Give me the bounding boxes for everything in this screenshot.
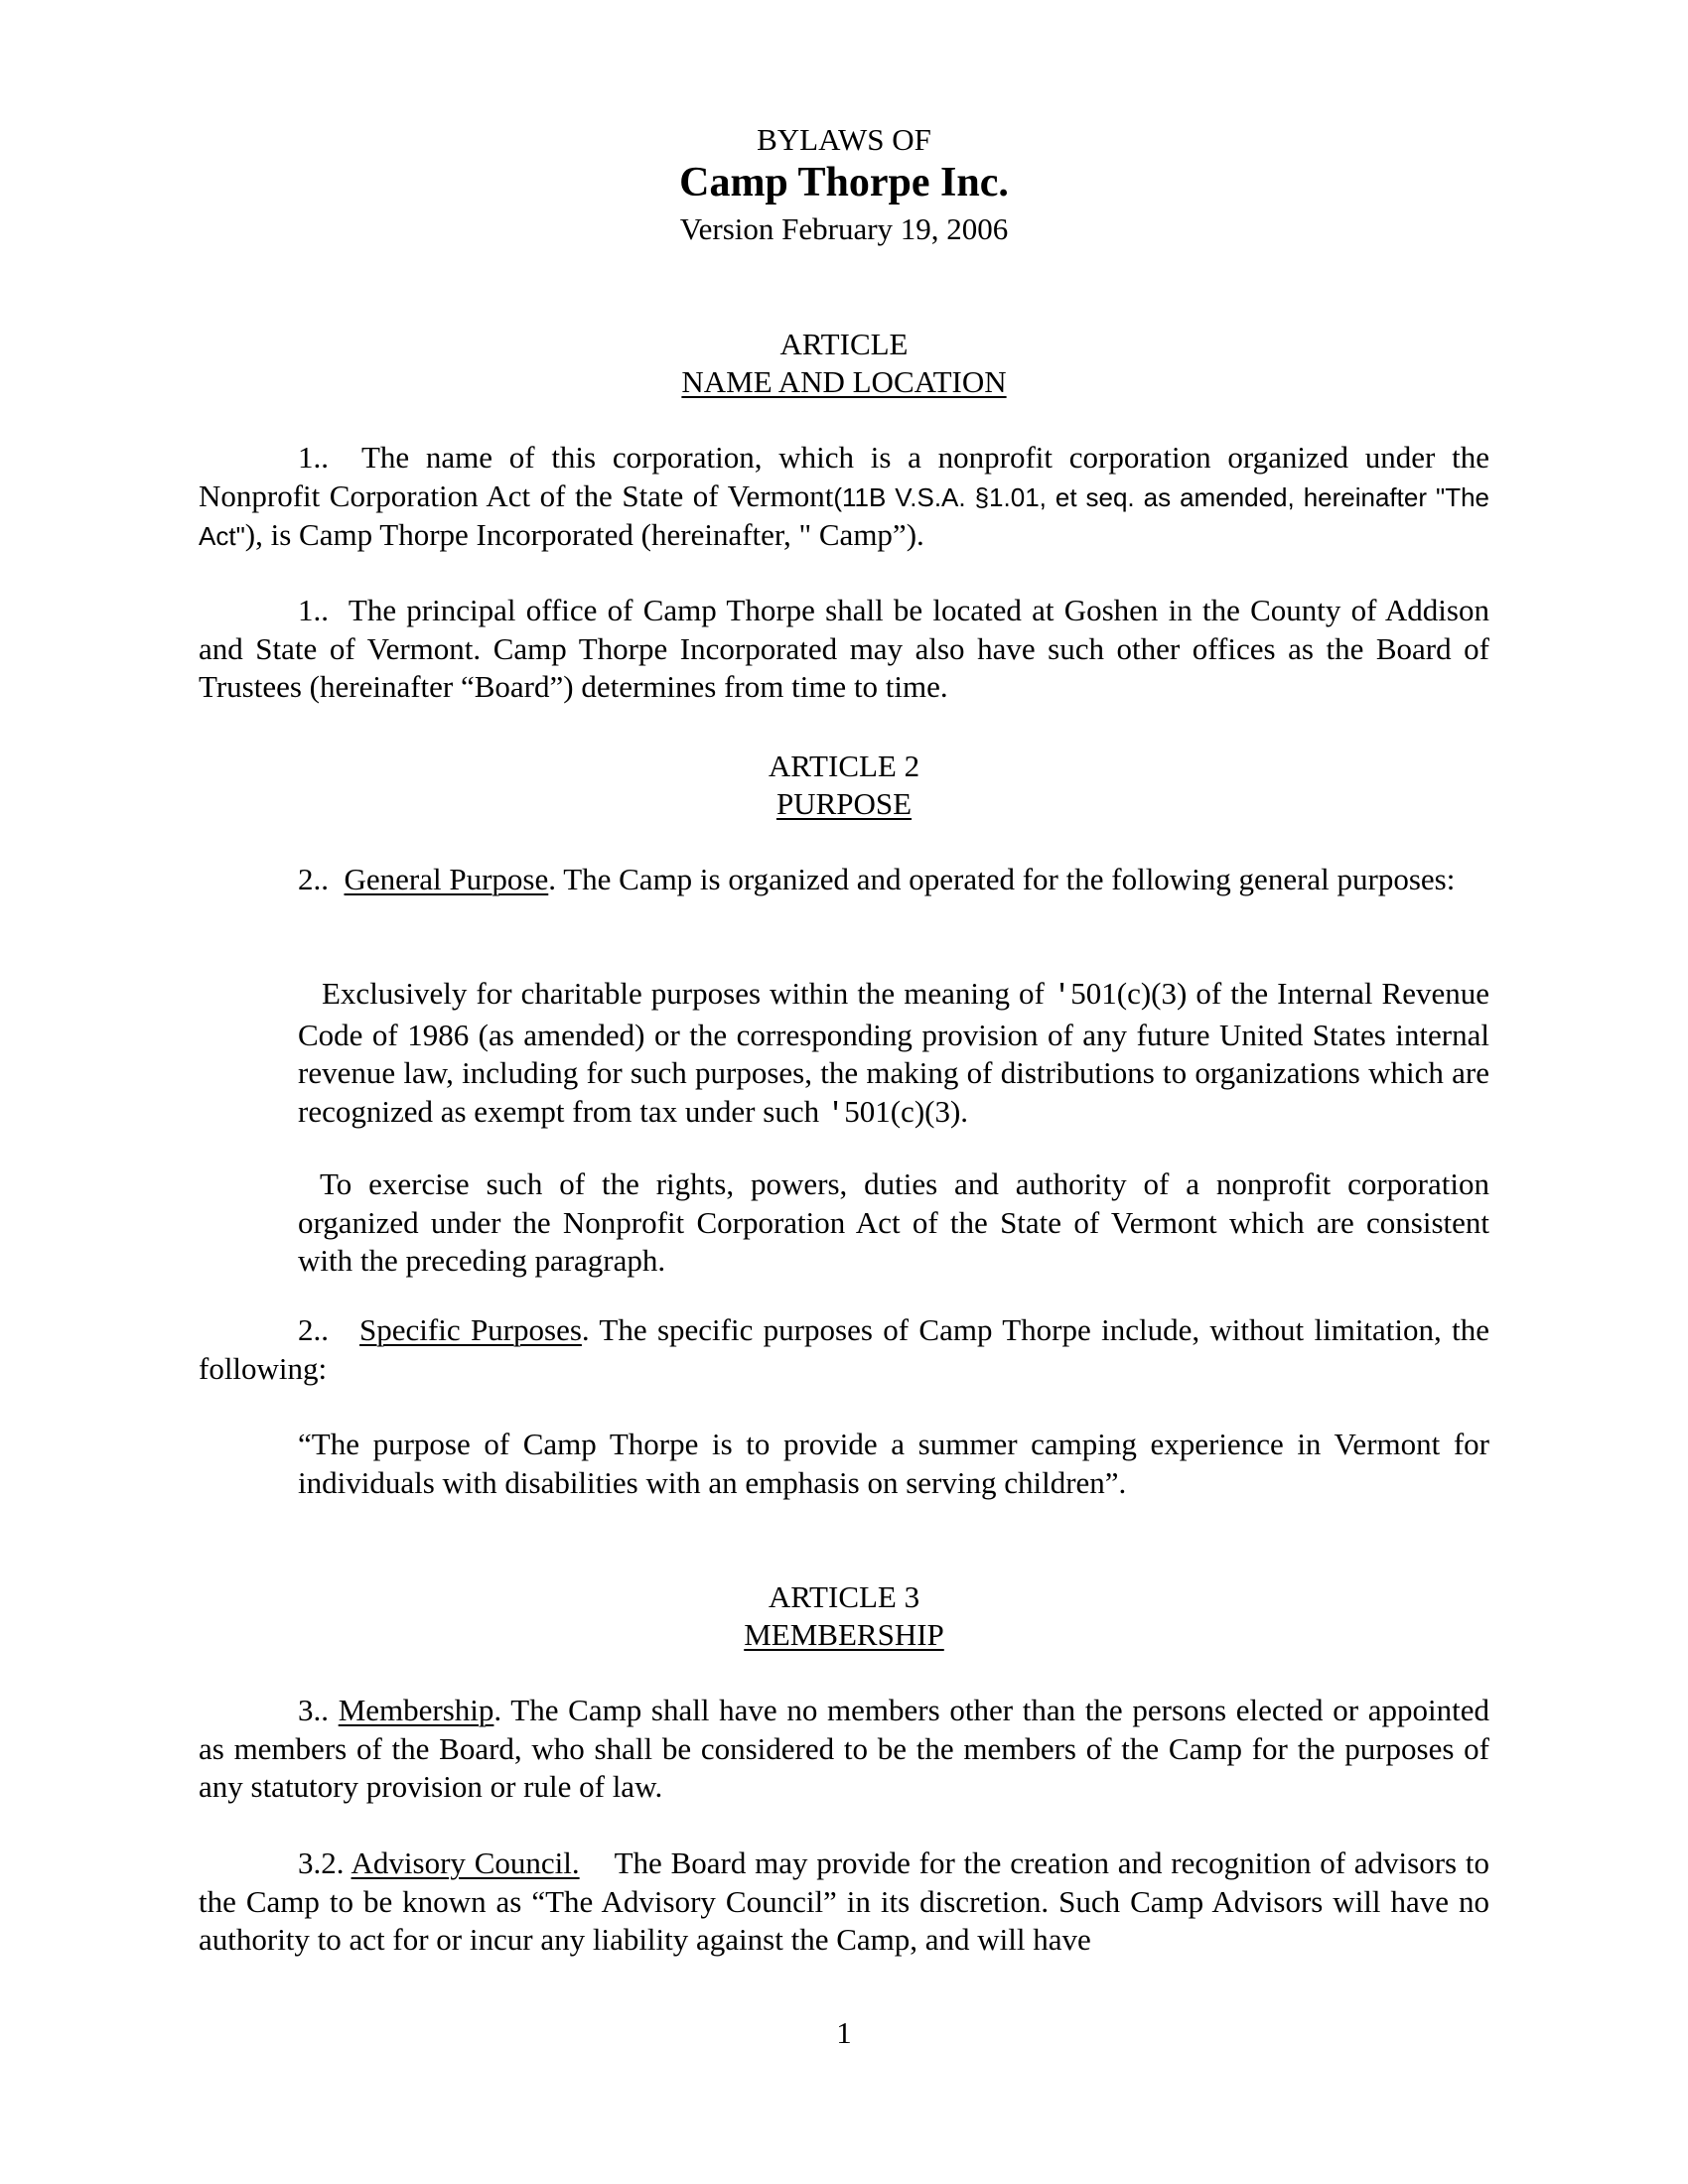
general-purpose-label: General Purpose [344, 862, 549, 896]
section-mark: ' [1053, 980, 1071, 1013]
section-mark: ' [826, 1097, 845, 1131]
paragraph-number: 3.2. [298, 1845, 345, 1880]
article-1-subtitle: NAME AND LOCATION [681, 364, 1007, 399]
paragraph-number: 2.. [298, 862, 329, 896]
bylaws-of-line: BYLAWS OF [757, 122, 931, 157]
specific-purposes-label: Specific Purposes [359, 1312, 582, 1347]
paragraph-number: 1.. [298, 593, 329, 627]
article-3-title: ARTICLE 3 [768, 1579, 920, 1614]
document-header [199, 121, 1489, 247]
article-3-subtitle: MEMBERSHIP [744, 1617, 944, 1652]
paragraph-text: The Board may provide for the creation and recognition of advisors to the Camp to be known as “The Advisory Council” in its discretion. Such Camp Advisors will have no authority to act for or incur any liability against the Camp, and will have [199, 1845, 1489, 1957]
advisory-council-label: Advisory Council. [351, 1845, 580, 1880]
article-2-paragraph-2 [199, 1311, 1489, 1388]
paragraph-text: The principal office of Camp Thorpe shall be located at Goshen in the County of Addison and State of Vermont. Camp Thorpe Incorporated may also have such other offices as the Board of Trustees (hereinafter “Board”) determines from time to time. [199, 593, 1489, 704]
article-3-paragraph-2 [199, 1844, 1489, 1960]
membership-label: Membership [338, 1693, 494, 1727]
article-1-heading [199, 326, 1489, 401]
clause-text-end: 501(c)(3). [844, 1093, 969, 1129]
version-line: Version February 19, 2006 [679, 210, 1009, 246]
paragraph-text-end: ), is Camp Thorpe Incorporated (hereinafter, " Camp”). [244, 517, 924, 552]
article-1-paragraph-1 [199, 439, 1489, 556]
article-3-heading [199, 1578, 1489, 1654]
clause-text-continued: 501(c)(3) of the Internal Revenue Code of 1986 (as amended) or the corresponding provision of any future United States internal revenue law, including for such purposes, the making of distributions to organizations which are recognized as exempt from tax under such [298, 976, 1489, 1129]
clause-text: Exclusively for charitable purposes within the meaning of [322, 976, 1054, 1011]
paragraph-text: . The Camp shall have no members other than the persons elected or appointed as members of the Board, who shall be considered to be the members of the Camp for the purposes of any statutory provision or rule of law. [199, 1693, 1490, 1804]
paragraph-number: 2.. [298, 1312, 329, 1347]
quote-text: “The purpose of Camp Thorpe is to provide a summer camping experience in Vermont for individuals with disabilities with an emphasis on serving children”. [298, 1427, 1489, 1500]
article-2-paragraph-1 [199, 861, 1489, 899]
paragraph-text: . The specific purposes of Camp Thorpe include, without limitation, the following: [199, 1312, 1489, 1386]
article-2-heading [199, 748, 1489, 823]
statute-citation: (11B V.S.A. §1.01, et seq. as amended, hereinafter "The Act" [199, 481, 1489, 551]
document-page [199, 0, 1489, 2184]
page-number: 1 [836, 2015, 852, 2050]
article-1-paragraph-2 [199, 592, 1489, 707]
article-2-subtitle: PURPOSE [775, 786, 913, 821]
general-purpose-clause-2 [298, 1165, 1489, 1281]
article-1-title: ARTICLE [779, 327, 909, 361]
clause-text: To exercise such of the rights, powers, duties and authority of a nonprofit corporation organized under the Nonprofit Corporation Act of the State of Vermont which are consistent with the preceding paragraph. [298, 1166, 1489, 1278]
paragraph-number: 3.. [298, 1693, 329, 1727]
paragraph-number: 1.. [298, 440, 329, 475]
general-purpose-clause-1 [298, 975, 1489, 1134]
document-title: Camp Thorpe Inc. [679, 160, 1009, 206]
paragraph-text: . The Camp is organized and operated for the following general purposes: [548, 862, 1456, 896]
article-3-paragraph-1 [199, 1692, 1489, 1807]
paragraph-text: The name of this corporation, which is a nonprofit corporation organized under the Nonprofit Corporation Act of the State of Vermont [199, 440, 1489, 513]
specific-purpose-quote [298, 1426, 1489, 1502]
article-2-title: ARTICLE 2 [768, 749, 920, 783]
